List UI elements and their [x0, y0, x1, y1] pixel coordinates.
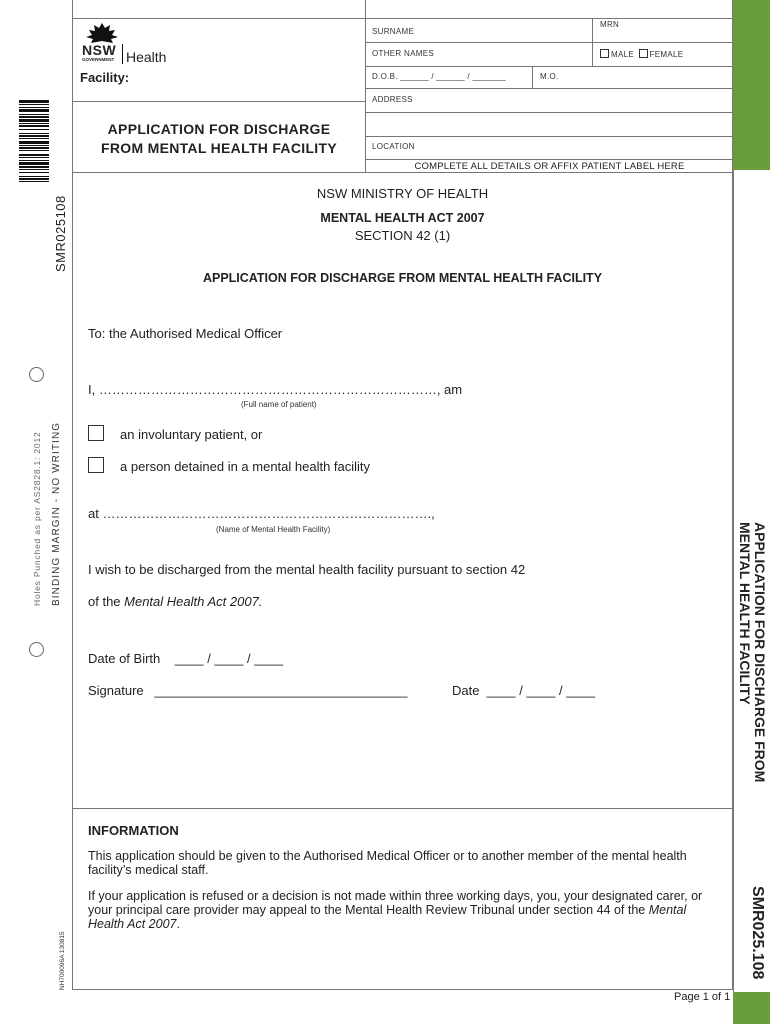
health-wordmark: Health — [126, 49, 167, 65]
involuntary-patient-checkbox[interactable] — [88, 425, 104, 441]
to-line: To: the Authorised Medical Officer — [88, 326, 283, 341]
information-para-1: This application should be given to the Authorised Medical Officer or to another member of the mental health facility’s medical staff. — [88, 849, 687, 877]
location-label: LOCATION — [372, 142, 415, 151]
dob-label: D.O.B. ______ / ______ / _______ — [372, 72, 506, 81]
male-checkbox[interactable] — [600, 49, 609, 58]
act-reference: of the Mental Health Act 2007. — [88, 594, 263, 609]
punch-hole-bottom — [29, 642, 44, 657]
facility-name-caption: (Name of Mental Health Facility) — [216, 525, 331, 534]
mo-label: M.O. — [540, 72, 559, 81]
patient-label-instruction: COMPLETE ALL DETAILS OR AFFIX PATIENT LABEL HERE — [414, 161, 685, 172]
side-title-panel — [733, 170, 770, 992]
punch-hole-top — [29, 367, 44, 382]
information-para-2: If your application is refused or a decision is not made within three working days, you, your designated carer, or your principal care provider may appeal to the Mental Health Review Tribunal under section 44 of the Mental Health Act 2007. — [88, 889, 703, 931]
other-names-label: OTHER NAMES — [372, 49, 434, 58]
female-checkbox[interactable] — [639, 49, 648, 58]
sex-options: MALE FEMALE — [600, 49, 683, 59]
signature-date-field[interactable]: Date ____ / ____ / ____ — [452, 683, 596, 698]
page-number: Page 1 of 1 — [674, 991, 731, 1003]
side-form-code: SMR025.108 — [749, 886, 766, 980]
ministry-name: NSW MINISTRY OF HEALTH — [316, 186, 489, 201]
discharge-request: I wish to be discharged from the mental health facility pursuant to section 42 — [88, 562, 526, 577]
binding-margin-note: BINDING MARGIN - NO WRITING — [51, 421, 62, 606]
form-heading: APPLICATION FOR DISCHARGE FROM MENTAL HEALTH FACILITY — [202, 271, 603, 285]
holes-note: Holes Punched as per AS2828.1: 2012 — [32, 431, 42, 606]
waratah-icon — [84, 22, 120, 44]
side-title: APPLICATION FOR DISCHARGE FROM MENTAL HEALTH FACILITY — [737, 522, 768, 783]
nsw-wordmark: NSW — [82, 42, 117, 58]
mrn-label: MRN — [600, 20, 620, 29]
patient-name-caption: (Full name of patient) — [241, 400, 317, 409]
signature-field[interactable]: Signature ___________________________________ — [88, 683, 408, 698]
facility-name-line[interactable]: at …………………………………………………………………., — [88, 506, 435, 521]
involuntary-patient-label: an involuntary patient, or — [120, 427, 263, 442]
act-name: MENTAL HEALTH ACT 2007 — [320, 211, 485, 225]
information-heading: INFORMATION — [88, 823, 179, 838]
print-code: NH700096A 130815 — [59, 931, 66, 990]
patient-name-line[interactable]: I, ……………………………………………………………………, am — [88, 382, 463, 397]
nsw-health-logo — [80, 22, 200, 66]
detained-person-checkbox[interactable] — [88, 457, 104, 473]
detained-person-label: a person detained in a mental health facility — [120, 459, 371, 474]
form-title: APPLICATION FOR DISCHARGE FROM MENTAL HEALTH FACILITY — [101, 121, 337, 156]
address-label: ADDRESS — [372, 95, 413, 104]
government-wordmark: GOVERNMENT — [82, 57, 115, 62]
surname-label: SURNAME — [372, 27, 415, 36]
facility-label: Facility: — [80, 70, 130, 85]
barcode — [19, 100, 53, 270]
section-ref: SECTION 42 (1) — [354, 228, 451, 243]
barcode-code: SMR025108 — [53, 195, 68, 272]
date-of-birth-field[interactable]: Date of Birth ____ / ____ / ____ — [88, 651, 284, 666]
